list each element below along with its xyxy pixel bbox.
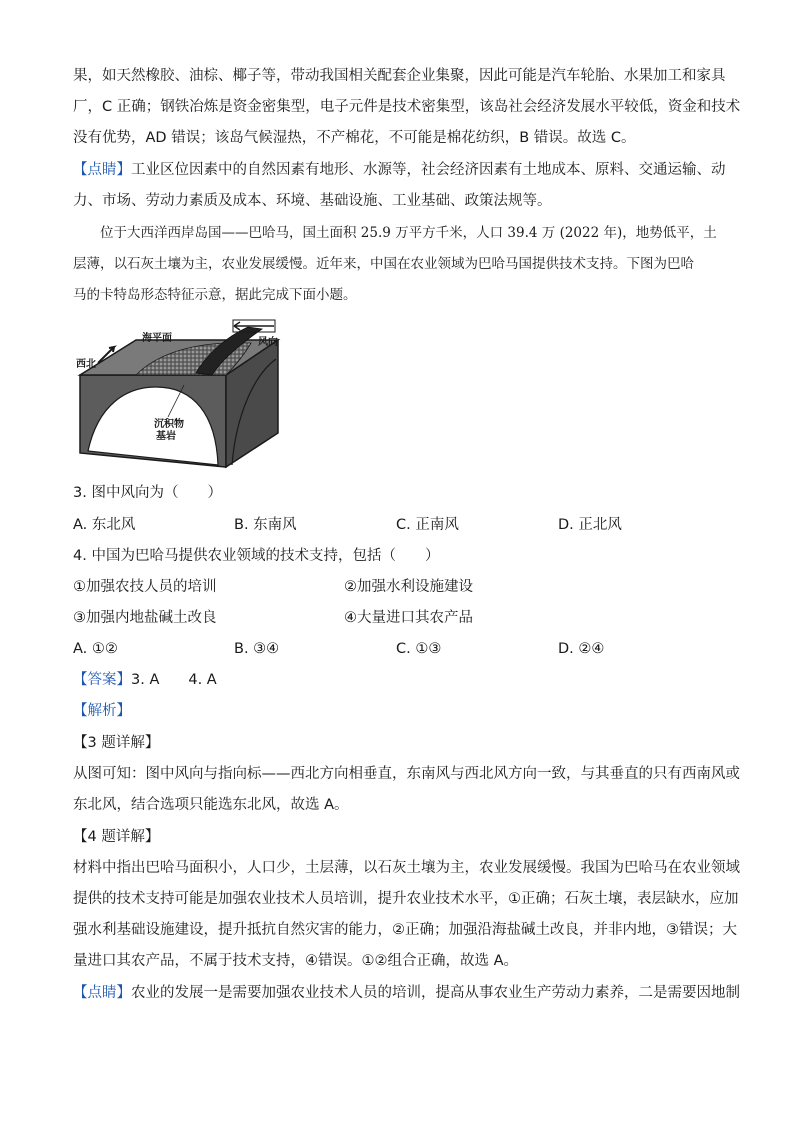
material-line-1: 位于大西洋西岸岛国——巴哈马，国土面积 25.9 万平方千米，人口 39.4 万 (2022 年)，地势低平，土 — [100, 225, 717, 241]
detail4-line-1: 材料中指出巴哈马面积小，人口少，土层薄，以石灰土壤为主，农业发展缓慢。我国为巴哈马在农业领域 — [73, 860, 740, 876]
intro-line-2: 厂，C 正确；钢铁冶炼是资金密集型，电子元件是技术密集型，该岛社会经济发展水平较低，资金和技术 — [73, 99, 741, 115]
analysis-line — [73, 701, 723, 721]
q4-item-1: ①加强农技人员的培训 — [73, 579, 217, 595]
island-block-diagram — [76, 315, 286, 475]
bedrock-label: 基岩 — [156, 431, 176, 442]
tip1-line-1 — [73, 160, 726, 180]
q4-item-3: ③加强内地盐碱土改良 — [73, 610, 217, 626]
q4-stem: 4. 中国为巴哈马提供农业领域的技术支持，包括（ ） — [73, 548, 440, 564]
q4-item-4: ④大量进口其农产品 — [344, 610, 473, 626]
detail3-line-1: 从图可知：图中风向与指向标——西北方向相垂直，东南风与西北风方向一致，与其垂直的只有西南风或 — [73, 766, 740, 782]
detail4-line-3: 强水利基础设施建设，提升抵抗自然灾害的能力，②正确；加强沿海盐碱土改良，并非内地，③错误；大 — [73, 922, 737, 938]
q3-option-a: A. 东北风 — [73, 517, 136, 533]
detail3-line-2: 东北风，结合选项只能选东北风，故选 A。 — [73, 797, 349, 813]
analysis-tag: 【解析】 — [73, 703, 131, 719]
answer-text: 3. A 4. A — [131, 672, 217, 688]
answer-tag: 【答案】 — [73, 672, 131, 688]
q4-option-c: C. ①③ — [396, 641, 442, 657]
q3-option-d: D. 正北风 — [558, 517, 622, 533]
tip2-text: 农业的发展一是需要加强农业技术人员的培训，提高从事农业生产劳动力素养，二是需要因地制 — [131, 985, 740, 1001]
tip1-line-2: 力、市场、劳动力素质及成本、环境、基础设施、工业基础、政策法规等。 — [73, 193, 552, 209]
q4-option-d: D. ②④ — [558, 641, 605, 657]
wind-label: 风向 — [258, 337, 278, 348]
intro-line-3: 没有优势，AD 错误；该岛气候湿热，不产棉花，不可能是棉花纺织，B 错误。故选 C。 — [73, 130, 636, 146]
answer-line — [73, 670, 723, 690]
material-line-2: 层薄，以石灰土壤为主，农业发展缓慢。近年来，中国在农业领域为巴哈马国提供技术支持。下图为巴哈 — [73, 256, 694, 272]
q3-stem: 3. 图中风向为（ ） — [73, 485, 222, 501]
q4-option-a: A. ①② — [73, 641, 118, 657]
northwest-label: 西北 — [76, 359, 96, 370]
q4-item-2: ②加强水利设施建设 — [344, 579, 473, 595]
detail3-tag: 【3 题详解】 — [73, 735, 160, 751]
sediment-label: 沉积物 — [154, 419, 184, 430]
tip2-line — [73, 983, 740, 1003]
q3-option-b: B. 东南风 — [234, 517, 297, 533]
sea-level-label: 海平面 — [142, 333, 172, 344]
tip2-tag: 【点睛】 — [73, 985, 131, 1001]
intro-line-1: 果，如天然橡胶、油棕、椰子等，带动我国相关配套企业集聚，因此可能是汽车轮胎、水果加工和家具 — [73, 68, 726, 84]
detail4-line-4: 量进口其农产品，不属于技术支持，④错误。①②组合正确，故选 A。 — [73, 953, 519, 969]
block-diagram-svg — [76, 315, 286, 475]
detail4-tag: 【4 题详解】 — [73, 829, 160, 845]
q3-option-c: C. 正南风 — [396, 517, 459, 533]
tip1-text-1: 工业区位因素中的自然因素有地形、水源等，社会经济因素有土地成本、原料、交通运输、动 — [131, 162, 726, 178]
tip1-tag: 【点睛】 — [73, 162, 131, 178]
detail4-line-2: 提供的技术支持可能是加强农业技术人员培训，提升农业技术水平，①正确；石灰土壤，表层缺水，应加 — [73, 891, 739, 907]
q4-option-b: B. ③④ — [234, 641, 280, 657]
material-line-3: 马的卡特岛形态特征示意，据此完成下面小题。 — [73, 287, 357, 303]
